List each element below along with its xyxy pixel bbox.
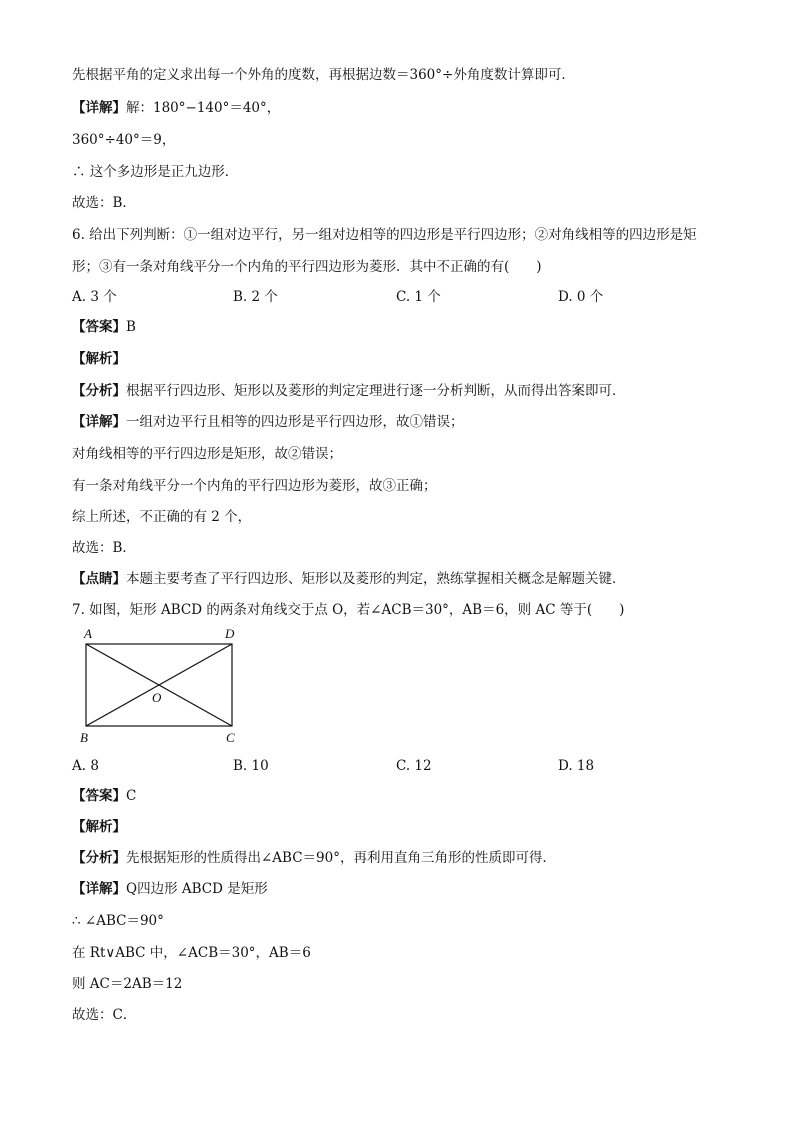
- q7-detail-line-1: Q四边形 ABCD 是矩形: [126, 881, 268, 897]
- q7-detail-line-5: 故选：C．: [72, 1007, 137, 1023]
- comment-tag: 【点睛】: [72, 571, 126, 587]
- q7-detail-line-4: 则 AC＝2AB＝12: [72, 976, 183, 992]
- q6-stem-line-1: 6. 给出下列判断：①一组对边平行，另一组对边相等的四边形是平行四边形；②对角线相等的四边形是矩: [72, 227, 697, 243]
- q6-comment-text: 本题主要考查了平行四边形、矩形以及菱形的判定，熟练掌握相关概念是解题关键．: [126, 571, 626, 587]
- q7-answer-value: C: [126, 788, 137, 804]
- q7-fenxi: [72, 849, 556, 867]
- q6-stem-line-2: 形；③有一条对角线平分一个内角的平行四边形为菱形．其中不正确的有( ): [72, 259, 542, 275]
- fenxi-tag: 【分析】: [72, 383, 126, 399]
- intro-detail: [72, 99, 280, 117]
- answer-tag: 【答案】: [72, 788, 126, 804]
- q6-detail: [72, 413, 464, 431]
- q7-analysis-tag: 【解析】: [72, 819, 126, 835]
- label-b: B: [80, 730, 88, 745]
- fenxi-tag: 【分析】: [72, 850, 126, 866]
- intro-line-4: ∴ 这个多边形是正九边形．: [72, 164, 239, 180]
- q7-answer: [72, 787, 136, 805]
- q6-detail-line-1: 一组对边平行且相等的四边形是平行四边形，故①错误；: [126, 414, 464, 430]
- label-c: C: [226, 730, 235, 745]
- q6-detail-line-3: 有一条对角线平分一个内角的平行四边形为菱形，故③正确；: [72, 478, 437, 494]
- q6-detail-line-5: 故选：B．: [72, 540, 136, 556]
- q6-option-b: B. 2 个: [233, 289, 278, 305]
- q6-option-a: A. 3 个: [72, 289, 117, 305]
- q7-option-a: A. 8: [72, 758, 99, 774]
- q7-detail-line-3: 在 Rt∨ABC 中，∠ACB＝30°，AB＝6: [72, 945, 311, 961]
- q6-analysis-tag: 【解析】: [72, 351, 126, 367]
- q7-detail-line-2: ∴ ∠ABC＝90°: [72, 913, 164, 929]
- label-o: O: [152, 690, 162, 705]
- q6-answer: [72, 318, 136, 336]
- intro-line-2: 解：180°−140°＝40°，: [126, 100, 281, 116]
- detail-tag: 【详解】: [72, 881, 126, 897]
- q6-fenxi-text: 根据平行四边形、矩形以及菱形的判定定理进行逐一分析判断，从而得出答案即可．: [126, 383, 626, 399]
- intro-line-3: 360°÷40°＝9，: [72, 132, 176, 148]
- q6-comment: [72, 570, 626, 588]
- q7-option-d: D. 18: [558, 758, 595, 774]
- detail-tag: 【详解】: [72, 100, 126, 116]
- q7-fenxi-text: 先根据矩形的性质得出∠ABC＝90°，再利用直角三角形的性质即可得．: [126, 850, 556, 866]
- q6-detail-line-2: 对角线相等的平行四边形是矩形，故②错误；: [72, 446, 342, 462]
- q6-fenxi: [72, 382, 626, 400]
- q7-detail: [72, 880, 268, 898]
- q6-option-d: D. 0 个: [558, 289, 604, 305]
- q6-answer-value: B: [126, 319, 136, 335]
- q6-option-c: C. 1 个: [396, 289, 441, 305]
- label-d: D: [225, 626, 235, 641]
- q7-option-c: C. 12: [396, 758, 432, 774]
- q7-option-b: B. 10: [233, 758, 269, 774]
- rectangle-abcd-figure: [72, 622, 252, 750]
- answer-tag: 【答案】: [72, 319, 126, 335]
- detail-tag: 【详解】: [72, 414, 126, 430]
- intro-line-5: 故选：B．: [72, 195, 136, 211]
- q6-detail-line-4: 综上所述，不正确的有 2 个，: [72, 509, 252, 525]
- label-a: A: [84, 626, 92, 641]
- q7-stem: 7. 如图，矩形 ABCD 的两条对角线交于点 O，若∠ACB＝30°，AB＝6，则 AC 等于( ): [72, 602, 625, 618]
- intro-line-1: 先根据平角的定义求出每一个外角的度数，再根据边数＝360°÷外角度数计算即可．: [72, 67, 575, 83]
